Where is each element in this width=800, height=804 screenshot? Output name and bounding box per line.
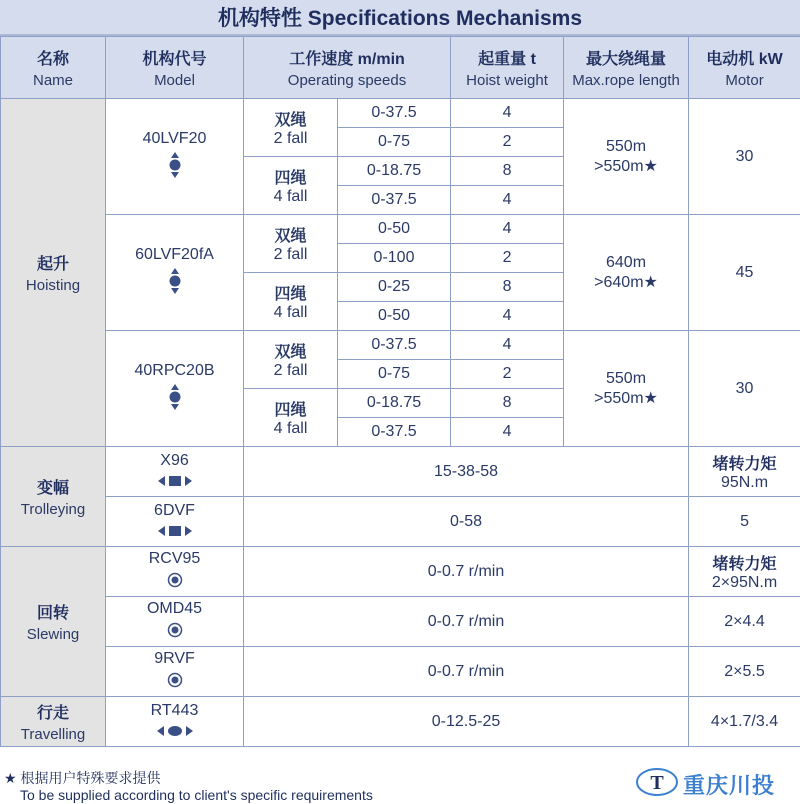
motor-cell: 堵转力矩 2×95N.m bbox=[689, 547, 800, 597]
header-name: 名称 Name bbox=[1, 37, 106, 99]
model-cell: OMD45 bbox=[106, 597, 244, 647]
fall-cell: 四绳 4 fall bbox=[244, 157, 338, 215]
left-right-arrows-square-icon bbox=[158, 524, 192, 542]
speed-cell: 0-12.5-25 bbox=[244, 697, 689, 747]
header-rope: 最大绕绳量 Max.rope length bbox=[564, 37, 689, 99]
speed-cell: 0-100 bbox=[338, 244, 451, 273]
table-row bbox=[1, 447, 800, 497]
category-slewing: 回转 Slewing bbox=[1, 547, 106, 697]
up-down-arrows-dot-icon bbox=[167, 384, 183, 415]
table-row bbox=[1, 697, 800, 747]
header-motor: 电动机 kW Motor bbox=[689, 37, 800, 99]
motor-cell: 30 bbox=[689, 99, 800, 215]
speed-cell: 0-18.75 bbox=[338, 389, 451, 418]
logo-mark-icon bbox=[635, 767, 679, 802]
speed-cell: 0-50 bbox=[338, 302, 451, 331]
table-row bbox=[1, 215, 800, 244]
speed-cell: 0-58 bbox=[244, 497, 689, 547]
weight-cell: 4 bbox=[451, 331, 564, 360]
table-row bbox=[1, 597, 800, 647]
header-weight: 起重量 t Hoist weight bbox=[451, 37, 564, 99]
model-cell: RCV95 bbox=[106, 547, 244, 597]
category-trolleying: 变幅 Trolleying bbox=[1, 447, 106, 547]
weight-cell: 4 bbox=[451, 418, 564, 447]
specifications-table bbox=[0, 36, 800, 747]
footnote-en: To be supplied according to client's specific requirements bbox=[20, 787, 373, 803]
page-title: 机构特性 Specifications Mechanisms bbox=[0, 0, 800, 36]
model-cell: RT443 bbox=[106, 697, 244, 747]
header-speed: 工作速度 m/min Operating speeds bbox=[244, 37, 451, 99]
speed-cell: 15-38-58 bbox=[244, 447, 689, 497]
weight-cell: 4 bbox=[451, 302, 564, 331]
motor-cell: 2×4.4 bbox=[689, 597, 800, 647]
weight-cell: 8 bbox=[451, 389, 564, 418]
fall-cell: 双绳 2 fall bbox=[244, 99, 338, 157]
up-down-arrows-dot-icon bbox=[167, 152, 183, 183]
table-row bbox=[1, 99, 800, 128]
model-cell: 9RVF bbox=[106, 647, 244, 697]
rotation-circle-icon bbox=[167, 672, 183, 693]
rope-cell: 550m >550m★ bbox=[564, 99, 689, 215]
rotation-circle-icon bbox=[167, 572, 183, 593]
speed-cell: 0-37.5 bbox=[338, 99, 451, 128]
weight-cell: 8 bbox=[451, 273, 564, 302]
speed-cell: 0-50 bbox=[338, 215, 451, 244]
fall-cell: 四绳 4 fall bbox=[244, 273, 338, 331]
logo-text: 重庆川投 bbox=[683, 772, 776, 798]
up-down-arrows-dot-icon bbox=[167, 268, 183, 299]
left-right-arrows-square-icon bbox=[158, 474, 192, 492]
table-row bbox=[1, 331, 800, 360]
model-cell: X96 bbox=[106, 447, 244, 497]
motor-cell: 45 bbox=[689, 215, 800, 331]
speed-cell: 0-0.7 r/min bbox=[244, 647, 689, 697]
model-cell: 6DVF bbox=[106, 497, 244, 547]
model-cell: 60LVF20fA bbox=[106, 215, 244, 331]
weight-cell: 2 bbox=[451, 360, 564, 389]
svg-text:T: T bbox=[650, 771, 664, 794]
weight-cell: 2 bbox=[451, 244, 564, 273]
weight-cell: 4 bbox=[451, 215, 564, 244]
header-model: 机构代号 Model bbox=[106, 37, 244, 99]
motor-cell: 5 bbox=[689, 497, 800, 547]
rope-cell: 640m >640m★ bbox=[564, 215, 689, 331]
header-row bbox=[1, 37, 800, 99]
category-travelling: 行走 Travelling bbox=[1, 697, 106, 747]
speed-cell: 0-25 bbox=[338, 273, 451, 302]
rope-cell: 550m >550m★ bbox=[564, 331, 689, 447]
weight-cell: 8 bbox=[451, 157, 564, 186]
table-row bbox=[1, 497, 800, 547]
weight-cell: 2 bbox=[451, 128, 564, 157]
category-hoisting: 起升 Hoisting bbox=[1, 99, 106, 447]
rotation-circle-icon bbox=[167, 622, 183, 643]
table-row bbox=[1, 647, 800, 697]
speed-cell: 0-37.5 bbox=[338, 331, 451, 360]
motor-cell: 堵转力矩 95N.m bbox=[689, 447, 800, 497]
model-cell: 40RPC20B bbox=[106, 331, 244, 447]
fall-cell: 四绳 4 fall bbox=[244, 389, 338, 447]
speed-cell: 0-75 bbox=[338, 128, 451, 157]
motor-cell: 30 bbox=[689, 331, 800, 447]
footer bbox=[0, 766, 800, 804]
table-row bbox=[1, 547, 800, 597]
fall-cell: 双绳 2 fall bbox=[244, 215, 338, 273]
speed-cell: 0-0.7 r/min bbox=[244, 597, 689, 647]
motor-cell: 4×1.7/3.4 bbox=[689, 697, 800, 747]
speed-cell: 0-37.5 bbox=[338, 186, 451, 215]
speed-cell: 0-75 bbox=[338, 360, 451, 389]
speed-cell: 0-37.5 bbox=[338, 418, 451, 447]
fall-cell: 双绳 2 fall bbox=[244, 331, 338, 389]
motor-cell: 2×5.5 bbox=[689, 647, 800, 697]
footnote-zh: ★ 根据用户特殊要求提供 bbox=[4, 770, 161, 786]
weight-cell: 4 bbox=[451, 99, 564, 128]
left-right-arrows-ellipse-icon bbox=[157, 724, 193, 742]
model-cell: 40LVF20 bbox=[106, 99, 244, 215]
company-logo bbox=[635, 768, 775, 800]
speed-cell: 0-0.7 r/min bbox=[244, 547, 689, 597]
speed-cell: 0-18.75 bbox=[338, 157, 451, 186]
weight-cell: 4 bbox=[451, 186, 564, 215]
